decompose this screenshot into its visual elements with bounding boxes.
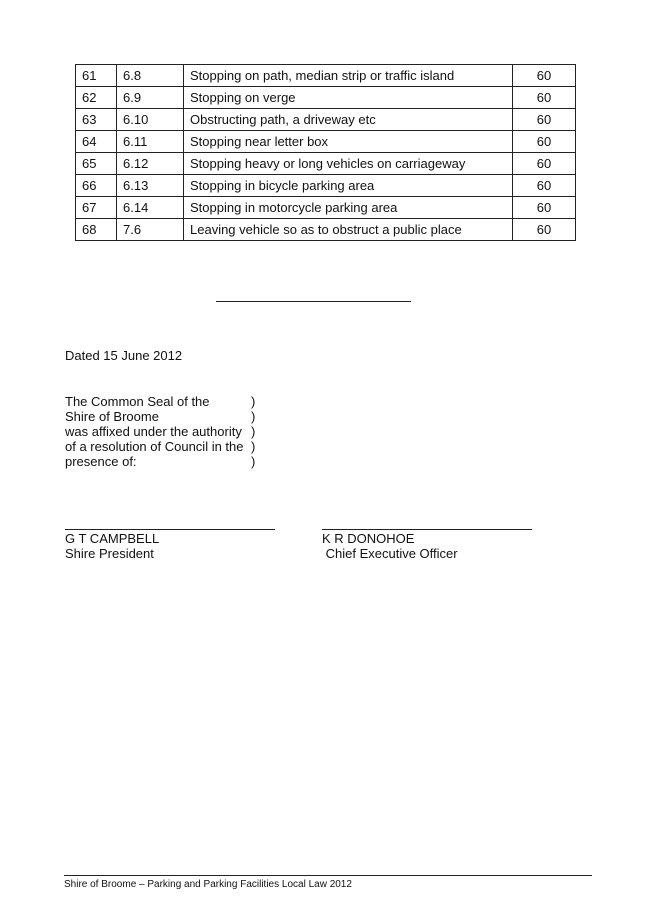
- seal-text: was affixed under the authority: [65, 424, 242, 439]
- penalty-amount: 60: [513, 131, 576, 153]
- penalty-amount: 60: [513, 175, 576, 197]
- item-number: 68: [76, 219, 117, 241]
- clause-number: 6.8: [117, 65, 184, 87]
- offence-description: Stopping in motorcycle parking area: [184, 197, 513, 219]
- seal-text: Shire of Broome: [65, 409, 159, 424]
- table-row: [76, 87, 576, 109]
- seal-line: [65, 424, 261, 439]
- seal-line: [65, 409, 261, 424]
- seal-line: [65, 454, 261, 469]
- table-row: [76, 197, 576, 219]
- clause-number: 6.11: [117, 131, 184, 153]
- clause-number: 6.9: [117, 87, 184, 109]
- clause-number: 6.10: [117, 109, 184, 131]
- offence-description: Stopping on path, median strip or traffic island: [184, 65, 513, 87]
- table-row: [76, 219, 576, 241]
- offence-description: Stopping heavy or long vehicles on carriageway: [184, 153, 513, 175]
- seal-text: The Common Seal of the: [65, 394, 210, 409]
- item-number: 61: [76, 65, 117, 87]
- offence-description: Stopping on verge: [184, 87, 513, 109]
- item-number: 62: [76, 87, 117, 109]
- footer-divider: [64, 875, 592, 876]
- section-divider: [216, 301, 411, 302]
- offence-description: Stopping in bicycle parking area: [184, 175, 513, 197]
- offence-description: Obstructing path, a driveway etc: [184, 109, 513, 131]
- item-number: 64: [76, 131, 117, 153]
- item-number: 66: [76, 175, 117, 197]
- seal-bracket: ): [251, 454, 256, 469]
- president-name: G T CAMPBELL: [65, 531, 160, 546]
- seal-line: [65, 394, 261, 409]
- table-row: [76, 153, 576, 175]
- table-row: [76, 65, 576, 87]
- seal-bracket: ): [251, 439, 256, 454]
- penalty-amount: 60: [513, 87, 576, 109]
- president-title: Shire President: [65, 546, 154, 561]
- seal-bracket: ): [251, 409, 256, 424]
- ceo-name: K R DONOHOE: [322, 531, 415, 546]
- table-row: [76, 175, 576, 197]
- clause-number: 6.12: [117, 153, 184, 175]
- item-number: 63: [76, 109, 117, 131]
- penalty-amount: 60: [513, 109, 576, 131]
- clause-number: 6.14: [117, 197, 184, 219]
- penalty-amount: 60: [513, 219, 576, 241]
- penalty-amount: 60: [513, 65, 576, 87]
- offence-description: Leaving vehicle so as to obstruct a public place: [184, 219, 513, 241]
- offence-description: Stopping near letter box: [184, 131, 513, 153]
- clause-number: 7.6: [117, 219, 184, 241]
- item-number: 65: [76, 153, 117, 175]
- penalty-amount: 60: [513, 197, 576, 219]
- seal-bracket: ): [251, 394, 256, 409]
- seal-text: of a resolution of Council in the: [65, 439, 244, 454]
- offence-table: [75, 64, 576, 241]
- clause-number: 6.13: [117, 175, 184, 197]
- seal-text: presence of:: [65, 454, 137, 469]
- dated-line: Dated 15 June 2012: [65, 348, 183, 363]
- signature-line-ceo: [322, 529, 532, 530]
- common-seal-clause: [65, 394, 261, 469]
- table-row: [76, 131, 576, 153]
- table-row: [76, 109, 576, 131]
- seal-bracket: ): [251, 424, 256, 439]
- ceo-title: Chief Executive Officer: [322, 546, 458, 561]
- item-number: 67: [76, 197, 117, 219]
- signature-line-president: [65, 529, 275, 530]
- page-footer: Shire of Broome – Parking and Parking Facilities Local Law 2012: [64, 879, 352, 890]
- penalty-amount: 60: [513, 153, 576, 175]
- seal-line: [65, 439, 261, 454]
